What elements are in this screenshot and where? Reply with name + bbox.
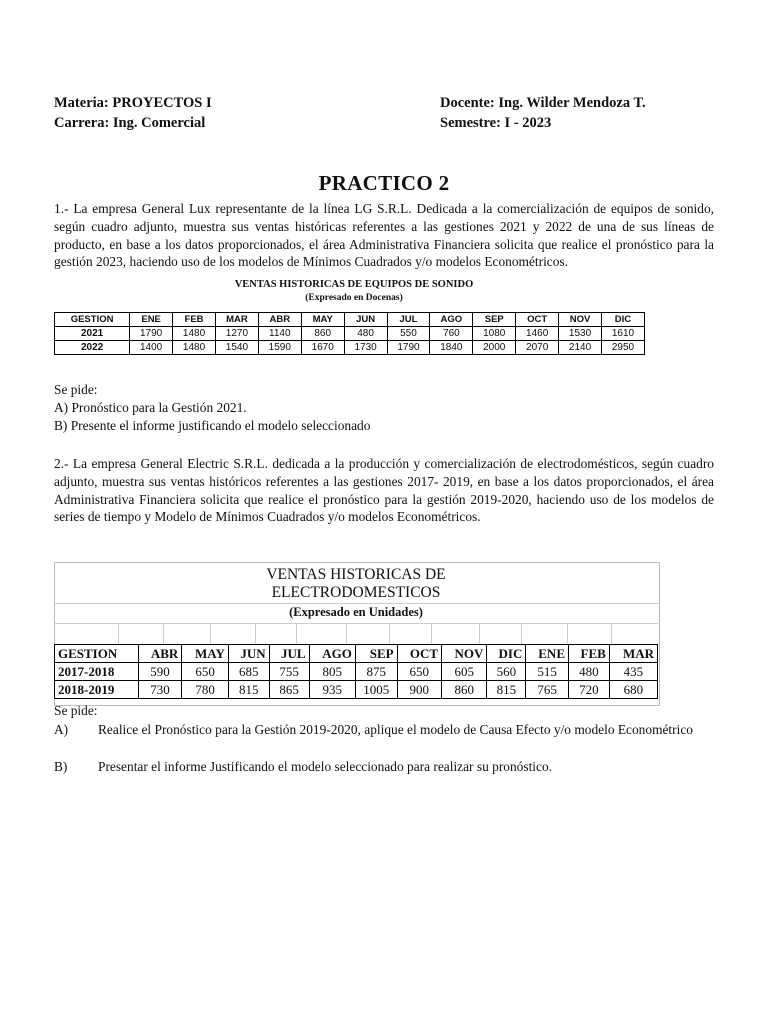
ex1-item-a: A) Pronóstico para la Gestión 2021. xyxy=(54,400,247,415)
table-cell: 755 xyxy=(269,663,309,681)
se-pide-1: Se pide: xyxy=(54,382,98,397)
table-cell: 1400 xyxy=(130,341,173,355)
table-2-row-label: 2018-2019 xyxy=(55,681,139,699)
table-cell: 1840 xyxy=(430,341,473,355)
table-2-header-cell: SEP xyxy=(355,645,397,663)
table-cell: 900 xyxy=(397,681,441,699)
table-cell: 560 xyxy=(487,663,526,681)
table-1-header-cell: NOV xyxy=(559,313,602,327)
table-1-header-cell: DIC xyxy=(601,313,644,327)
table-cell: 650 xyxy=(397,663,441,681)
table-cell: 550 xyxy=(387,327,430,341)
table-cell: 1270 xyxy=(215,327,258,341)
table-1 xyxy=(54,312,645,355)
table-2-header-cell: NOV xyxy=(442,645,487,663)
table-cell: 860 xyxy=(442,681,487,699)
table-2-header-cell: ABR xyxy=(138,645,182,663)
table-1-title: VENTAS HISTORICAS DE EQUIPOS DE SONIDO xyxy=(234,279,474,290)
table-1-header-cell: SEP xyxy=(473,313,516,327)
table-cell: 590 xyxy=(138,663,182,681)
table-cell: 2070 xyxy=(516,341,559,355)
table-cell: 1460 xyxy=(516,327,559,341)
table-cell: 2140 xyxy=(559,341,602,355)
table-cell: 765 xyxy=(526,681,569,699)
table-2-header-cell: MAR xyxy=(609,645,657,663)
table-1-header-cell: OCT xyxy=(516,313,559,327)
table-cell: 730 xyxy=(138,681,182,699)
table-1-header-cell: FEB xyxy=(173,313,216,327)
table-2-row-label: 2017-2018 xyxy=(55,663,139,681)
table-cell: 650 xyxy=(182,663,229,681)
table-1-row-label: 2022 xyxy=(55,341,130,355)
table-row xyxy=(55,663,658,681)
semester-label: Semestre: I - 2023 xyxy=(440,115,552,131)
table-1-header-cell: MAR xyxy=(215,313,258,327)
table-cell: 720 xyxy=(569,681,610,699)
table-2-header-cell: ENE xyxy=(526,645,569,663)
ex2-item-b-text: Presentar el informe Justificando el modelo seleccionado para realizar su pronóstico. xyxy=(98,759,553,774)
table-1-row-label: 2021 xyxy=(55,327,130,341)
table-cell: 1005 xyxy=(355,681,397,699)
table-cell: 435 xyxy=(609,663,657,681)
table-2-header-cell: DIC xyxy=(487,645,526,663)
ex1-item-b: B) Presente el informe justificando el modelo seleccionado xyxy=(54,418,371,433)
table-1-subtitle: (Expresado en Docenas) xyxy=(305,293,403,303)
table-cell: 815 xyxy=(228,681,269,699)
table-2-title-line-2: ELECTRODOMESTICOS xyxy=(271,584,441,601)
table-cell: 780 xyxy=(182,681,229,699)
ex2-item-a-letter: A) xyxy=(54,722,69,737)
table-cell: 1670 xyxy=(301,341,344,355)
table-cell: 2000 xyxy=(473,341,516,355)
career-label: Carrera: Ing. Comercial xyxy=(54,115,206,131)
table-1-header-cell: MAY xyxy=(301,313,344,327)
ex2-item-a-text: Realice el Pronóstico para la Gestión 2019-2020, aplique el modelo de Causa Efecto y/o modelo Econométrico xyxy=(98,722,693,737)
table-2-header-cell: OCT xyxy=(397,645,441,663)
table-2-header-cell: AGO xyxy=(309,645,355,663)
se-pide-2: Se pide: xyxy=(54,703,98,718)
table-cell: 1610 xyxy=(601,327,644,341)
table-cell: 2950 xyxy=(601,341,644,355)
table-2-empty-row xyxy=(54,623,658,644)
table-1-header-cell: JUN xyxy=(344,313,387,327)
table-cell: 680 xyxy=(609,681,657,699)
table-cell: 1590 xyxy=(258,341,301,355)
table-cell: 685 xyxy=(228,663,269,681)
table-cell: 1790 xyxy=(387,341,430,355)
exercise-2-paragraph: 2.- La empresa General Electric S.R.L. dedicada a la producción y comercialización de electrodomésticos, según cuadro adjunto, muestra sus ventas históricos referentes a las gestiones 2017- 2019, en base a los datos proporcionados, el área Administrativa Financiera solicita que realice el pronóstico para la gestión 2019-2020, haciendo uso de los modelos de series de tiempo y Modelo de Mínimos Cuadrados y/o modelos Econométricos. xyxy=(54,456,714,525)
table-1-header-cell: JUL xyxy=(387,313,430,327)
table-cell: 1140 xyxy=(258,327,301,341)
table-cell: 935 xyxy=(309,681,355,699)
table-cell: 805 xyxy=(309,663,355,681)
table-cell: 480 xyxy=(569,663,610,681)
table-1-header-cell: ENE xyxy=(130,313,173,327)
page-title: PRACTICO 2 xyxy=(318,171,450,195)
table-row xyxy=(55,341,645,355)
table-cell: 515 xyxy=(526,663,569,681)
table-cell: 815 xyxy=(487,681,526,699)
table-cell: 1080 xyxy=(473,327,516,341)
table-2-header-cell: JUN xyxy=(228,645,269,663)
table-2-header-row xyxy=(55,645,658,663)
table-2-header-cell: GESTION xyxy=(55,645,139,663)
table-cell: 605 xyxy=(442,663,487,681)
table-2-header-cell: FEB xyxy=(569,645,610,663)
table-1-header-row xyxy=(55,313,645,327)
table-cell: 1480 xyxy=(173,327,216,341)
table-2 xyxy=(54,644,658,699)
table-2-subtitle: (Expresado en Unidades) xyxy=(289,605,423,619)
table-cell: 860 xyxy=(301,327,344,341)
teacher-label: Docente: Ing. Wilder Mendoza T. xyxy=(440,95,646,111)
table-2-title-line-1: VENTAS HISTORICAS DE xyxy=(266,566,446,583)
table-1-header-cell: ABR xyxy=(258,313,301,327)
table-2-header-cell: JUL xyxy=(269,645,309,663)
subject-label: Materia: PROYECTOS I xyxy=(54,95,212,111)
table-cell: 760 xyxy=(430,327,473,341)
table-cell: 875 xyxy=(355,663,397,681)
table-2-header-cell: MAY xyxy=(182,645,229,663)
table-cell: 1530 xyxy=(559,327,602,341)
table-1-header-cell: GESTION xyxy=(55,313,130,327)
ex2-item-b-letter: B) xyxy=(54,759,68,774)
table-row xyxy=(55,681,658,699)
table-1-header-cell: AGO xyxy=(430,313,473,327)
table-cell: 1730 xyxy=(344,341,387,355)
table-row xyxy=(55,327,645,341)
table-cell: 1790 xyxy=(130,327,173,341)
exercise-1-paragraph: 1.- La empresa General Lux representante de la línea LG S.R.L. Dedicada a la comercialización de equipos de sonido, según cuadro adjunto, muestra sus ventas históricas referentes a las gestiones 2021 y 2022 de una de sus líneas de producto, en base a los datos proporcionados, el área Administrativa Financiera solicita que realice el pronóstico para la gestión 2023, haciendo uso de los modelos de Mínimos Cuadrados y/o modelos Econométricos. xyxy=(54,201,714,270)
table-cell: 480 xyxy=(344,327,387,341)
table-cell: 1540 xyxy=(215,341,258,355)
table-cell: 865 xyxy=(269,681,309,699)
table-cell: 1480 xyxy=(173,341,216,355)
